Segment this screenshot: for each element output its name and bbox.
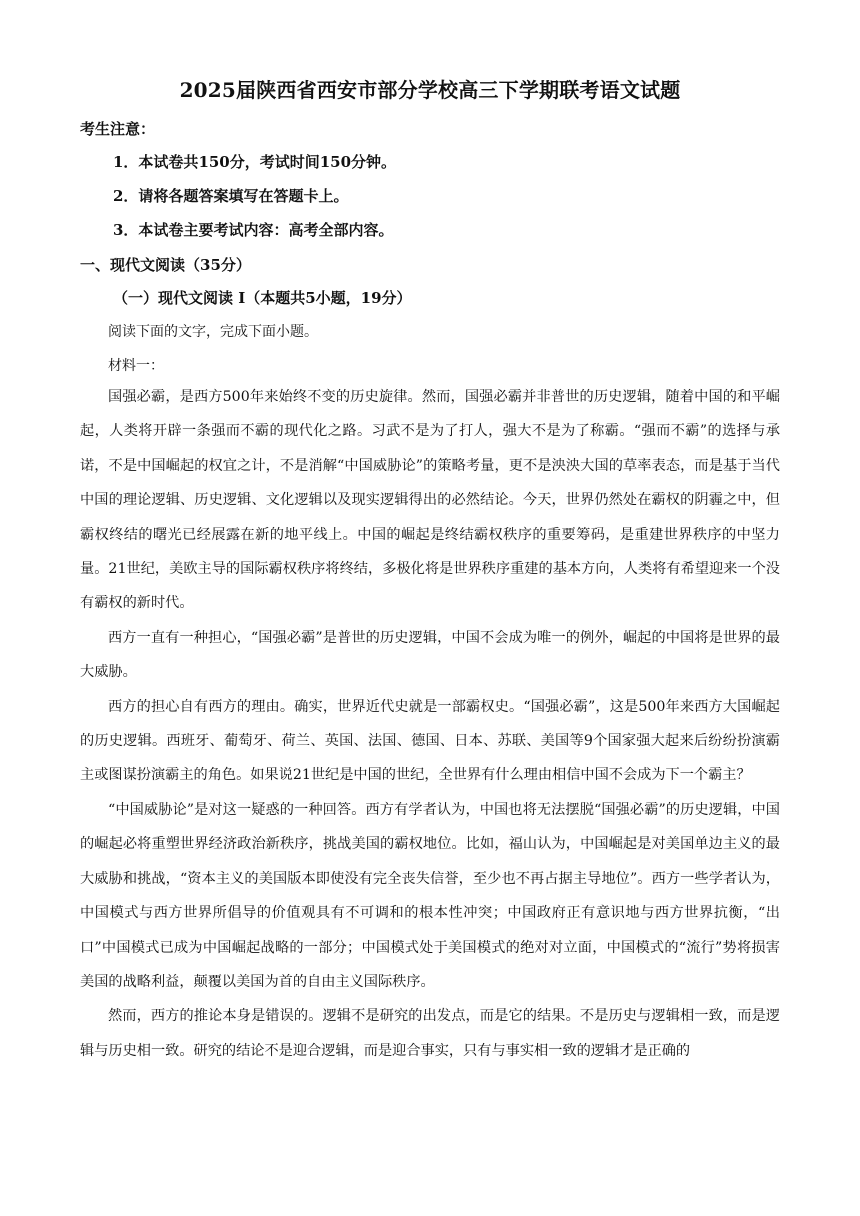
notice-item-2: 2．请将各题答案填写在答题卡上。 (113, 187, 349, 205)
paragraph: 西方一直有一种担心，“国强必霸”是普世的历史逻辑，中国不会成为唯一的例外，崛起的中国将是世界的最大威胁。 (80, 629, 780, 681)
paragraph: “中国威胁论”是对这一疑惑的一种回答。西方有学者认为，中国也将无法摆脱“国强必霸”的历史逻辑，中国的崛起必将重塑世界经济政治新秩序，挑战美国的霸权地位。比如，福山认为，中国崛起是对美国单边主义的最大威胁和挑战，“资本主义的美国版本即使没有完全丧失信誉，至少也不再占据主导地位”。西方一些学者认为，中国模式与西方世界所倡导的价值观具有不可调和的根本性冲突；中国政府正有意识地与西方世界抗衡，“出口”中国模式已成为中国崛起战略的一部分；中国模式处于美国模式的绝对对立面，中国模式的“流行”势将损害美国的战略利益，颠覆以美国为首的自由主义国际秩序。 (80, 801, 780, 990)
paragraph: 国强必霸，是西方500年来始终不变的历史旋律。然而，国强必霸并非普世的历史逻辑，随着中国的和平崛起，人类将开辟一条强而不霸的现代化之路。习武不是为了打人，强大不是为了称霸。“强而不霸”的选择与承诺，不是中国崛起的权宜之计，不是消解“中国威胁论”的策略考量，更不是泱泱大国的草率表态，而是基于当代中国的理论逻辑、历史逻辑、文化逻辑以及现实逻辑得出的必然结论。今天，世界仍然处在霸权的阴霾之中，但霸权终结的曙光已经展露在新的地平线上。中国的崛起是终结霸权秩序的重要筹码，是重建世界秩序的中坚力量。21世纪，美欧主导的国际霸权秩序将终结，多极化将是世界秩序重建的基本方向，人类将有希望迎来一个没有霸权的新时代。 (80, 389, 780, 612)
notice-item-3: 3．本试卷主要考试内容：高考全部内容。 (113, 221, 394, 239)
sub-heading: （一）现代文阅读 I（本题共5小题，19分） (113, 289, 412, 307)
paragraph: 然而，西方的推论本身是错误的。逻辑不是研究的出发点，而是它的结果。不是历史与逻辑相一致，而是逻辑与历史相一致。研究的结论不是迎合逻辑，而是迎合事实，只有与事实相一致的逻辑才是正确的 (80, 1008, 780, 1059)
notice-label: 考生注意： (80, 120, 156, 138)
section-heading: 一、现代文阅读（35分） (80, 256, 251, 274)
material-label: 材料一： (108, 358, 164, 374)
exam-title: 2025届陕西省西安市部分学校高三下学期联考语文试题 (179, 78, 681, 102)
paragraph: 西方的担心自有西方的理由。确实，世界近代史就是一部霸权史。“国强必霸”，这是500年来西方大国崛起的历史逻辑。西班牙、葡萄牙、荷兰、英国、法国、德国、日本、苏联、美国等9个国家强大起来后纷纷扮演霸主或图谋扮演霸主的角色。如果说21世纪是中国的世纪，全世界有什么理由相信中国不会成为下一个霸主？ (80, 698, 780, 784)
reading-passage (80, 380, 780, 1068)
notice-item-1: 1．本试卷共150分，考试时间150分钟。 (113, 153, 397, 171)
instruction-text: 阅读下面的文字，完成下面小题。 (108, 324, 318, 340)
